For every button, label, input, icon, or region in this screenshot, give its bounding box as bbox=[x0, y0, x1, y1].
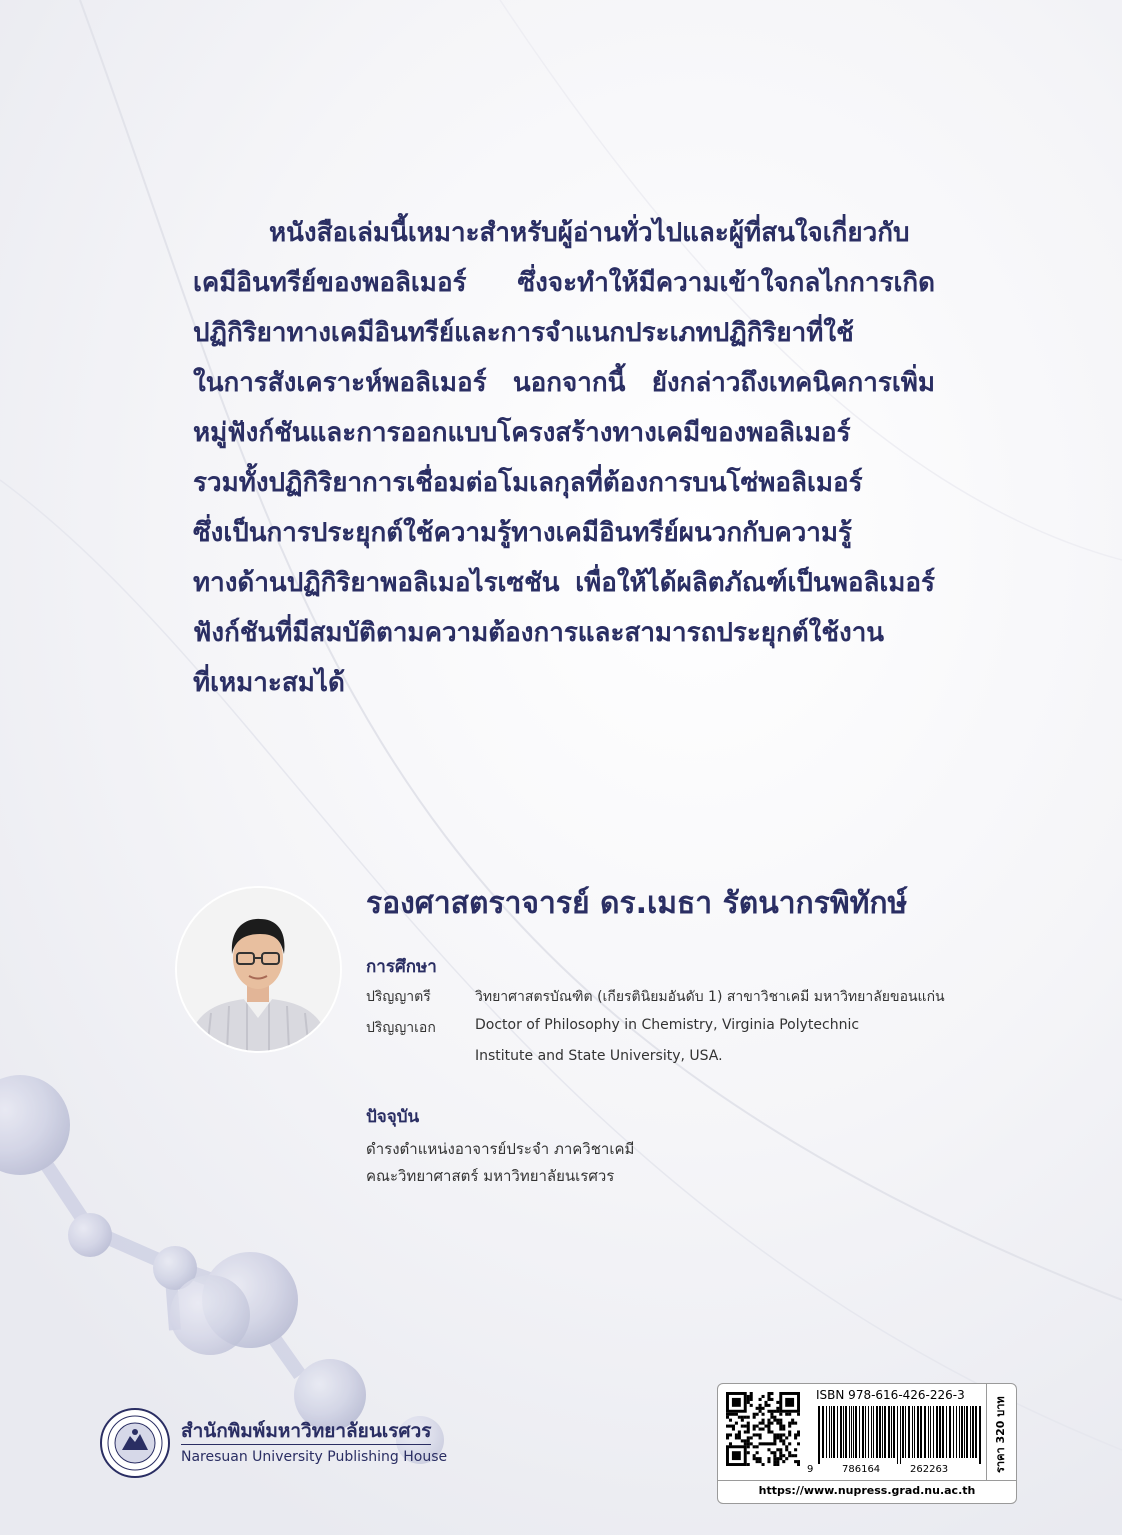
doctorate-label: ปริญญาเอก bbox=[366, 1020, 436, 1036]
description-line: ที่เหมาะสมได้ bbox=[193, 668, 345, 698]
bachelor-text: วิทยาศาสตรบัณฑิต (เกียรตินิยมอันดับ 1) สาขาวิชาเคมี มหาวิทยาลัยขอนแก่น bbox=[475, 989, 945, 1005]
author-photo bbox=[177, 888, 340, 1051]
description-line: ซึ่งเป็นการประยุกต์ใช้ความรู้ทางเคมีอินทรีย์ผนวกกับความรู้ bbox=[193, 518, 853, 548]
barcode-digits-right: 262263 bbox=[910, 1464, 949, 1475]
bachelor-label: ปริญญาตรี bbox=[366, 989, 431, 1005]
current-position-line-2: คณะวิทยาศาสตร์ มหาวิทยาลัยนเรศวร bbox=[366, 1167, 615, 1185]
description-line: เคมีอินทรีย์ของพอลิเมอร์ ซึ่งจะทำให้มีความเข้าใจกลไกการเกิด bbox=[193, 268, 935, 298]
publisher-name-thai: สำนักพิมพ์มหาวิทยาลัยนเรศวร bbox=[181, 1420, 432, 1442]
isbn-number: ISBN 978-616-426-226-3 bbox=[816, 1388, 965, 1402]
description-line: ปฏิกิริยาทางเคมีอินทรีย์และการจำแนกประเภทปฏิกิริยาที่ใช้ bbox=[193, 318, 854, 348]
doctorate-text-line-2: Institute and State University, USA. bbox=[475, 1048, 723, 1064]
description-line: หมู่ฟังก์ชันและการออกแบบโครงสร้างทางเคมีของพอลิเมอร์ bbox=[193, 418, 851, 448]
publisher-divider bbox=[181, 1444, 431, 1445]
price-label: ราคา 320 บาท bbox=[994, 1396, 1007, 1474]
current-position-heading: ปัจจุบัน bbox=[366, 1107, 420, 1127]
description-line: ในการสังเคราะห์พอลิเมอร์ นอกจากนี้ ยังกล่าวถึงเทคนิคการเพิ่ม bbox=[193, 368, 935, 398]
barcode-icon bbox=[816, 1406, 984, 1464]
book-description bbox=[193, 208, 935, 708]
description-line: ทางด้านปฏิกิริยาพอลิเมอไรเซชัน เพื่อให้ได้ผลิตภัณฑ์เป็นพอลิเมอร์ bbox=[193, 568, 935, 598]
qr-code-icon bbox=[726, 1392, 800, 1466]
university-seal-icon bbox=[100, 1408, 170, 1478]
isbn-block bbox=[717, 1383, 1017, 1504]
description-line: หนังสือเล่มนี้เหมาะสำหรับผู้อ่านทั่วไปและผู้ที่สนใจเกี่ยวกับ bbox=[269, 218, 910, 248]
author-name: รองศาสตราจารย์ ดร.เมธา รัตนากรพิทักษ์ bbox=[366, 886, 908, 921]
barcode-digits-left: 786164 bbox=[842, 1464, 881, 1475]
publisher-url: https://www.nupress.grad.nu.ac.th bbox=[758, 1484, 976, 1497]
doctorate-text-line-1: Doctor of Philosophy in Chemistry, Virginia Polytechnic bbox=[475, 1017, 860, 1033]
isbn-divider-vertical bbox=[986, 1384, 987, 1480]
description-line: ฟังก์ชันที่มีสมบัติตามความต้องการและสามารถประยุกต์ใช้งาน bbox=[193, 618, 885, 648]
description-line: รวมทั้งปฏิกิริยาการเชื่อมต่อโมเลกุลที่ต้องการบนโซ่พอลิเมอร์ bbox=[193, 468, 863, 498]
current-position-line-1: ดำรงตำแหน่งอาจารย์ประจำ ภาควิชาเคมี bbox=[366, 1140, 635, 1158]
molecule-illustration bbox=[0, 1075, 444, 1464]
publisher-name-english: Naresuan University Publishing House bbox=[181, 1449, 448, 1465]
education-heading: การศึกษา bbox=[366, 957, 437, 977]
barcode-digit-first: 9 bbox=[807, 1464, 814, 1475]
isbn-divider-horizontal bbox=[718, 1480, 1016, 1481]
